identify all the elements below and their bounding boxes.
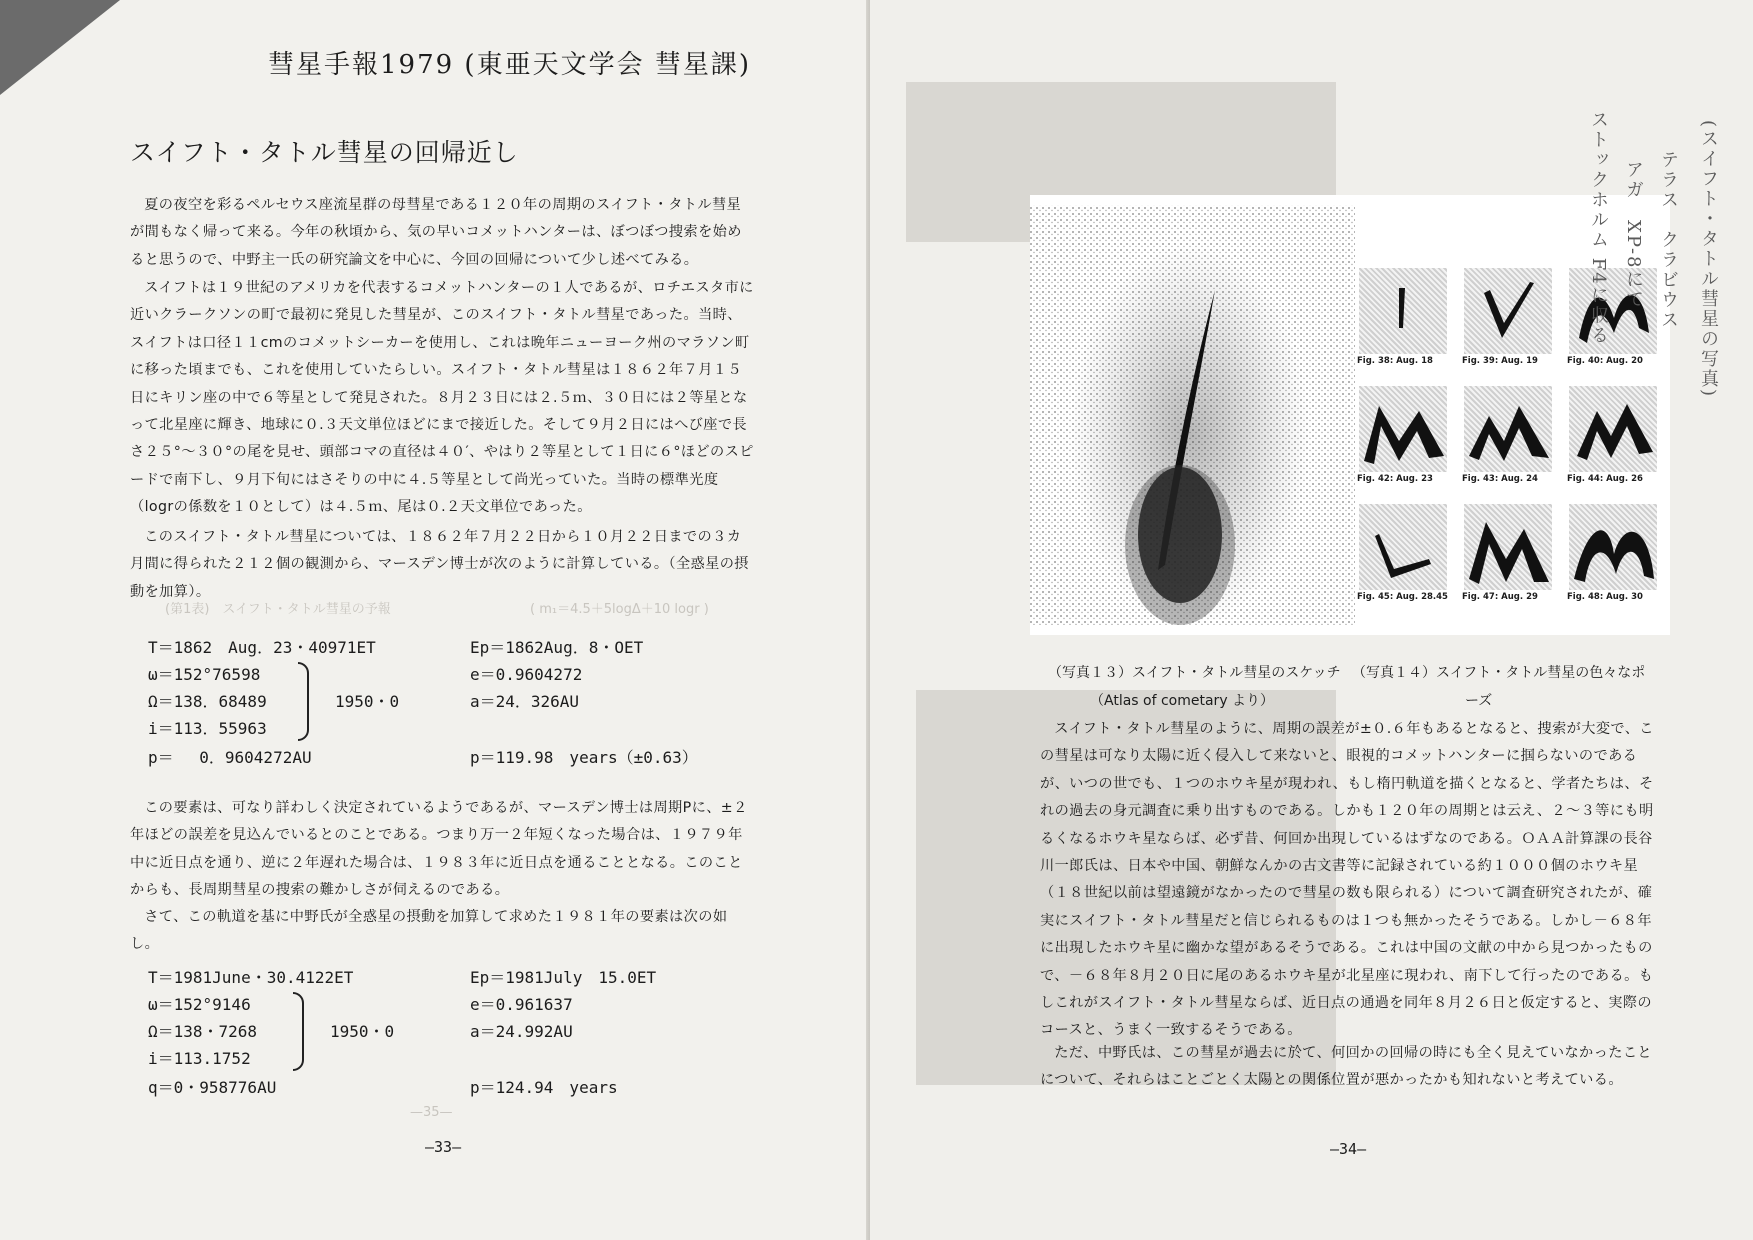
article-title: スイフト・タトル彗星の回帰近し bbox=[130, 138, 519, 167]
period: p＝119.98 years（±0.63） bbox=[470, 748, 698, 767]
fig-label: Fig. 40: Aug. 20 bbox=[1567, 356, 1643, 366]
fig-panel bbox=[1355, 268, 1450, 368]
ghost-text: (第1表) スイフト・タトル彗星の予報 bbox=[165, 602, 391, 617]
semi-major-axis: a＝24.992AU bbox=[470, 1022, 573, 1041]
ghost-text: —35— bbox=[410, 1105, 453, 1120]
caption-photo-13-source: （Atlas of cometary より） bbox=[1090, 693, 1275, 709]
arg-perihelion: ω＝152°76598 bbox=[148, 665, 261, 684]
fig-label: Fig. 48: Aug. 30 bbox=[1567, 592, 1643, 602]
fig-panel bbox=[1355, 386, 1450, 486]
ascending-node: Ω＝138・7268 bbox=[148, 1022, 258, 1041]
eccentricity: e＝0.9604272 bbox=[470, 665, 583, 684]
arg-perihelion: ω＝152°9146 bbox=[148, 995, 251, 1014]
handwritten-note: ストックホルム F4に収る bbox=[1588, 110, 1609, 346]
fig-label: Fig. 43: Aug. 24 bbox=[1462, 474, 1538, 484]
comet-pose-grid bbox=[1355, 268, 1660, 623]
fig-label: Fig. 45: Aug. 28.45 bbox=[1357, 592, 1448, 602]
fig-label: Fig. 39: Aug. 19 bbox=[1462, 356, 1538, 366]
paragraph: さて、この軌道を基に中野氏が全惑星の摂動を加算して求めた１９８１年の要素は次の如し。 bbox=[130, 909, 728, 953]
caption-photo-14: （写真１４）スイフト・タトル彗星の色々なポ bbox=[1352, 665, 1646, 681]
page-number: —33— bbox=[425, 1138, 462, 1156]
equinox: 1950・0 bbox=[330, 1022, 395, 1041]
paragraph: ただ、中野氏は、この彗星が過去に於て、何回かの回帰の時にも全く見えていなかったことについて、それらはことごとく太陽との関係位置が悪かったかも知れないと考えている。 bbox=[1040, 1045, 1652, 1089]
brace bbox=[298, 662, 309, 741]
handwritten-note: (スイフト・タトル彗星の写真) bbox=[1698, 120, 1719, 399]
perihelion-time: T＝1981June・30.4122ET bbox=[148, 968, 354, 987]
ascending-node: Ω＝138．68489 bbox=[148, 692, 267, 711]
perihelion-distance: p＝ 0．9604272AU bbox=[148, 748, 312, 767]
epoch: Ep＝1862Aug．8・OET bbox=[470, 638, 644, 657]
handwritten-note: テラス クラビウス bbox=[1658, 150, 1679, 330]
folded-corner bbox=[0, 0, 120, 95]
brace bbox=[293, 992, 304, 1071]
paragraph: スイフト・タトル彗星のように、周期の誤差が±０.６年もあるとなると、捜索が大変で、この彗星は可なり太陽に近く侵入して来ないと、眼視的コメットハンターに掴らないのであるが、いつの世でも、１つのホウキ星が現われ、もし楕円軌道を描くとなると、学者たちは、それの過去の身元調査に乗り出すものである。しかも１２０年の周期とは云え、２～３等にも明るくなるホウキ星ならば、必ず昔、何回か出現しているはずなのである。ＯＡＡ計算課の長谷川一郎氏は、日本や中国、朝鮮なんかの古文書等に記録されている約１０００個のホウキ星（１８世紀以前は望遠鏡がなかったので彗星の数も限られる）について調査研究されたが、確実にスイフト・タトル彗星だと信じられるものは１つも無かったそうである。しかし－６８年に出現したホウキ星に幽かな望があるそうである。これは中国の文献の中から見つかったもので、－６８年８月２０日に尾のあるホウキ星が北星座に現われ、南下して行ったのである。もしこれがスイフト・タトル彗星ならば、近日点の通過を同年８月２６日と仮定すると、実際のコースと、うまく一致するそうである。 bbox=[1040, 721, 1654, 1039]
fig-panel bbox=[1460, 504, 1555, 604]
paragraph: 夏の夜空を彩るペルセウス座流星群の母彗星である１２０年の周期のスイフト・タトル彗星が間もなく帰って来る。今年の秋頃から、気の早いコメットハンターは、ぼつぼつ捜索を始めると思うので、中野主一氏の研究論文を中心に、今回の回帰について少し述べてみる。 bbox=[130, 197, 742, 268]
fig-panel bbox=[1565, 504, 1660, 604]
left-page bbox=[0, 0, 870, 1240]
epoch: Ep＝1981July 15.0ET bbox=[470, 968, 657, 987]
fig-label: Fig. 44: Aug. 26 bbox=[1567, 474, 1643, 484]
fig-label: Fig. 38: Aug. 18 bbox=[1357, 356, 1433, 366]
semi-major-axis: a＝24．326AU bbox=[470, 692, 580, 711]
paragraph: このスイフト・タトル彗星については、１８６２年７月２２日から１０月２２日までの３カ月間に得られた２１２個の観測から、マースデン博士が次のように計算している。（全惑星の摂動を加算）。 bbox=[130, 529, 749, 600]
handwritten-note: アガ XP-8にて bbox=[1623, 160, 1644, 310]
paragraph: この要素は、可なり詳わしく決定されているようであるが、マースデン博士は周期Pに、±２年ほどの誤差を見込んでいるとのことである。つまり万一２年短くなった場合は、１９７９年中に近日点を通り、逆に２年遅れた場合は、１９８３年に近日点を通ることとなる。このことからも、長周期彗星の捜索の難かしさが伺えるのである。 bbox=[130, 800, 748, 899]
fig-label: Fig. 42: Aug. 23 bbox=[1357, 474, 1433, 484]
fig-panel bbox=[1460, 386, 1555, 486]
page-number: —34— bbox=[1330, 1140, 1367, 1158]
inclination: i＝113．55963 bbox=[148, 719, 267, 738]
page-header: 彗星手報1979 (東亜天文学会 彗星課) bbox=[268, 50, 751, 80]
fig-label: Fig. 47: Aug. 29 bbox=[1462, 592, 1538, 602]
equinox: 1950・0 bbox=[335, 692, 400, 711]
perihelion-distance: q＝0・958776AU bbox=[148, 1078, 277, 1097]
fig-panel bbox=[1460, 268, 1555, 368]
fig-panel bbox=[1355, 504, 1450, 604]
caption-photo-14-cont: ーズ bbox=[1465, 693, 1493, 709]
paragraph: スイフトは１９世紀のアメリカを代表するコメットハンターの１人であるが、ロチエスタ市に近いクラークソンの町で最初に発見した彗星が、このスイフト・タトル彗星であった。当時、スイフトは口径１１cmのコメットシーカーを使用し、これは晩年ニューヨーク州のマラソン町に移った頃までも、これを使用していたらしい。スイフト・タトル彗星は１８６２年７月１５日にキリン座の中で６等星として発見された。８月２３日には２.５ｍ、３０日には２等星となって北星座に輝き、地球に０.３天文単位ほどにまで接近した。そして９月２日にはへび座で長さ２５°～３０°の尾を見せ、頭部コマの直径は４０′、やはり２等星として１日に６°ほどのスピードで南下し、９月下旬にはさそりの中に４.５等星として尚光っていた。当時の標準光度（logrの係数を１０として）は４.５ｍ、尾は０.２天文単位であった。 bbox=[130, 280, 754, 516]
perihelion-time: T＝1862 Aug．23・40971ET bbox=[148, 638, 376, 657]
caption-photo-13: （写真１３）スイフト・タトル彗星のスケッチ bbox=[1048, 665, 1341, 681]
period: p＝124.94 years bbox=[470, 1078, 618, 1097]
ghost-text: ( m₁＝4.5＋5logΔ＋10 logr ) bbox=[530, 602, 709, 617]
inclination: i＝113.1752 bbox=[148, 1049, 251, 1068]
eccentricity: e＝0.961637 bbox=[470, 995, 573, 1014]
